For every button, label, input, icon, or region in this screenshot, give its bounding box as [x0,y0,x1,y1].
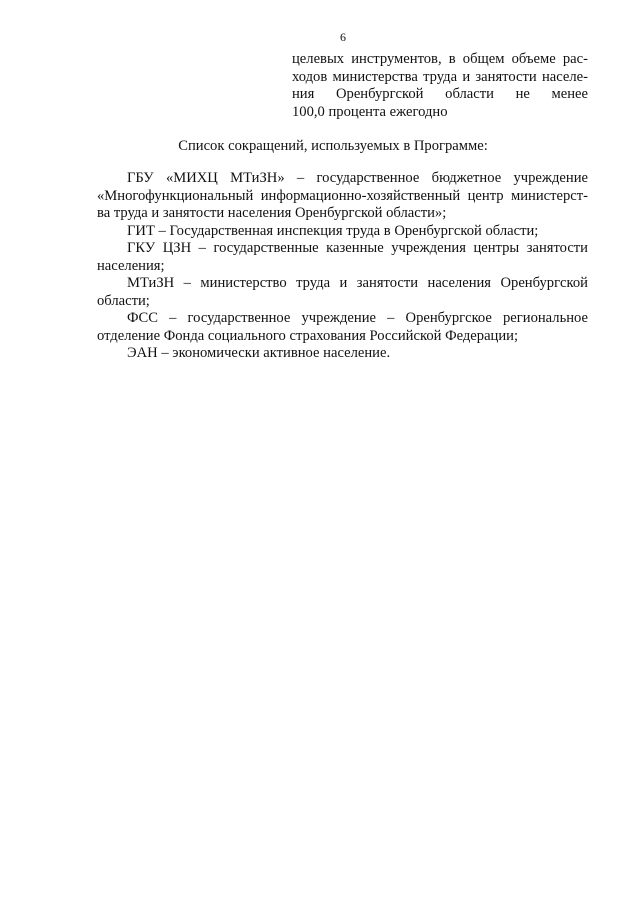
text-line: населения; [97,257,165,274]
text-line: 100,0 процента ежегодно [292,103,448,120]
abbreviation-ean [97,345,588,363]
text-line: ЭАН – экономически активное население. [127,345,391,361]
text-line: «Многофункциональный информационно-хозяйственный центр министерст- [97,187,588,204]
text-line: области; [97,292,150,309]
abbreviation-gku-czn [97,240,588,275]
abbreviation-fss [97,310,588,345]
page-number: 6 [340,30,346,44]
text-line: ва труда и занятости населения Оренбургской области»; [97,205,447,221]
text-line: ФСС – государственное учреждение – Оренбургское региональное [127,310,588,326]
text-line: ходов министерства труда и занятости населе- [292,68,588,85]
abbreviations-heading: Список сокращений, используемых в Программе: [178,138,488,154]
abbreviation-mtizn [97,275,588,310]
text-line: ГБУ «МИХЦ МТиЗН» – государственное бюджетное учреждение [127,170,588,186]
text-line: ГКУ ЦЗН – государственные казенные учреждения центры занятости [127,240,588,256]
text-line: отделение Фонда социального страхования Российской Федерации; [97,327,519,344]
text-line: ния Оренбургской области не менее [292,86,588,103]
abbreviation-gbu [97,170,588,223]
abbreviations-list [97,170,588,363]
text-line: ГИТ – Государственная инспекция труда в Оренбургской области; [127,222,539,239]
text-line: МТиЗН – министерство труда и занятости населения Оренбургской [127,275,588,291]
text-line: целевых инструментов, в общем объеме рас- [292,51,588,67]
abbreviation-git [97,223,588,241]
target-indicator-text [292,51,588,121]
